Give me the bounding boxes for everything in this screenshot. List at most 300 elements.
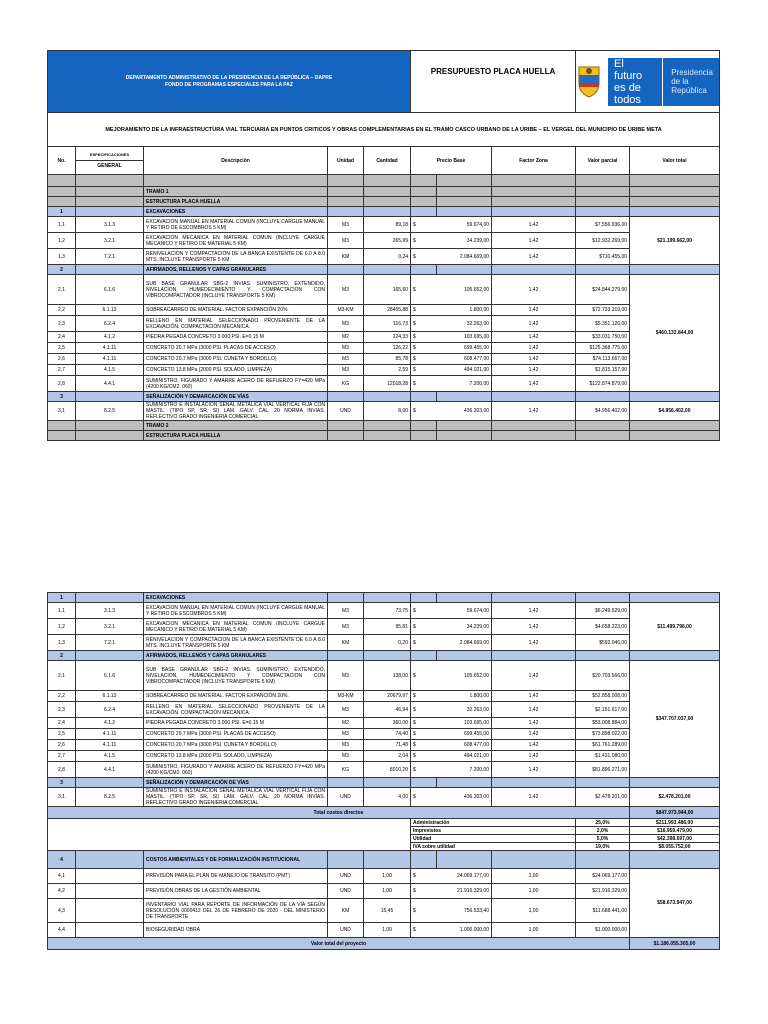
- item-partial: $12.932.269,00: [576, 233, 630, 249]
- section-header-blank: [437, 593, 492, 603]
- tramo-subtitle-blank: [411, 431, 437, 441]
- tramo-subtitle-label: ESTRUCTURA PLACA HUELLA: [144, 197, 328, 207]
- item-unit: M3: [328, 343, 364, 354]
- section-header-blank: [364, 651, 411, 661]
- item-description: PIEDRA PEGADA CONCRETO 3.000 PSI. E=0.15 M: [144, 718, 328, 729]
- item-price: 103.695,00: [437, 332, 492, 343]
- item-quantity: 20679,97: [364, 691, 411, 702]
- section-header-label: EXCAVACIONES: [144, 207, 328, 217]
- item-quantity: 71,48: [364, 740, 411, 751]
- item-number: 2,4: [48, 718, 76, 729]
- item-description: BIOSEGURIDAD OBRA: [144, 923, 328, 938]
- item-price: 756.533,40: [437, 899, 492, 923]
- section-total: $11.499.796,00: [630, 603, 720, 651]
- item-price: 34.239,00: [437, 619, 492, 635]
- item-partial: $61.761.289,00: [576, 740, 630, 751]
- col-spec-line2: GENERAL: [76, 160, 143, 169]
- tramo-label-blank: [364, 421, 411, 431]
- item-description: CONCRETO 20.7 MPa (3000 PSI. CUNETA Y BORDILLO): [144, 354, 328, 365]
- item-unit: UND: [328, 923, 364, 938]
- item-partial: $74.113.667,00: [576, 354, 630, 365]
- item-description: CONCRETO 20.7 MPa (3000 PSI. PLACAS DE ACCESO): [144, 729, 328, 740]
- tramo-label: [48, 187, 720, 197]
- item-spec: [76, 923, 144, 938]
- item-number: 2,2: [48, 691, 76, 702]
- col-total: Valor total: [630, 147, 720, 175]
- item-number: 2,8: [48, 376, 76, 392]
- tramo-subtitle: [48, 431, 720, 441]
- section-header-no: 3: [48, 778, 76, 788]
- item-spec: 4.1.11: [76, 740, 144, 751]
- section-header-label: SEÑALIZACIÓN Y DEMARCACIÓN DE VÍAS: [144, 778, 328, 788]
- section-header-blank: [411, 392, 437, 402]
- item-number: 2,8: [48, 762, 76, 778]
- item-quantity: 46,94: [364, 702, 411, 718]
- tramo-label-blank: [576, 421, 630, 431]
- item-unit: UND: [328, 884, 364, 899]
- document-title: PRESUPUESTO PLACA HUELLA: [411, 51, 576, 113]
- section-header-blank: [630, 265, 720, 275]
- item-spec: [76, 899, 144, 923]
- item-factor: 1,00: [492, 884, 576, 899]
- item-partial: $24.844.279,00: [576, 275, 630, 305]
- item-factor: 1,42: [492, 788, 576, 807]
- item-partial: $33.031.750,00: [576, 332, 630, 343]
- section-header-blank: [364, 207, 411, 217]
- table-row: [48, 365, 720, 376]
- item-spec: 6.1.6: [76, 275, 144, 305]
- item-spec: 8.2.5: [76, 402, 144, 421]
- tramo-subtitle-blank: [492, 197, 576, 207]
- aiu-percent: 25,0%: [576, 819, 630, 827]
- item-factor: 1,42: [492, 249, 576, 265]
- item-factor: 1,00: [492, 869, 576, 884]
- tramo-subtitle: [48, 197, 720, 207]
- item-partial: $592.046,00: [576, 635, 630, 651]
- item-number: 2,6: [48, 740, 76, 751]
- item-factor: 1,42: [492, 354, 576, 365]
- item-factor: 1,42: [492, 217, 576, 233]
- section-header-blank: [411, 651, 437, 661]
- col-price: Precio Base: [411, 147, 492, 175]
- item-description: EXCAVACION MECANICA EN MATERIAL COMUN (INCLUYE CARGUE MECANICO Y RETIRO DE MATERIAL 5 KM): [144, 233, 328, 249]
- item-spec: 4.1.11: [76, 729, 144, 740]
- section-header-spec: [76, 778, 144, 788]
- item-description: RENIVELACION Y COMPACTACION DE LA BANCA EXISTENTE DE 6.0 A 8.0 MTS. INCLUYE TRANSPORTE 5 KM: [144, 249, 328, 265]
- section-header-blank: [630, 392, 720, 402]
- item-unit: KM: [328, 249, 364, 265]
- item-number: 2,3: [48, 702, 76, 718]
- tramo-label-blank: [364, 187, 411, 197]
- item-unit: M3: [328, 316, 364, 332]
- currency-symbol: $: [411, 249, 437, 265]
- item-unit: M3: [328, 275, 364, 305]
- item-spec: 4.1.11: [76, 354, 144, 365]
- section-header: [48, 593, 720, 603]
- item-description: SUMINISTRO, FIGURADO Y AMARRE ACERO DE REFUERZO FY=420 MPa (4200 KG/CM2. 060): [144, 762, 328, 778]
- item-unit: UND: [328, 788, 364, 807]
- section-header-blank: [364, 778, 411, 788]
- currency-symbol: $: [411, 603, 437, 619]
- item-number: 1,2: [48, 619, 76, 635]
- item-number: 4,2: [48, 884, 76, 899]
- spacer-row-blank: [630, 175, 720, 187]
- item-number: 2,2: [48, 305, 76, 316]
- item-spec: [76, 884, 144, 899]
- item-partial: $11.688.441,00: [576, 899, 630, 923]
- currency-symbol: $: [411, 869, 437, 884]
- item-description: CONCRETO 20.7 MPa (3000 PSI. PLACAS DE ACCESO): [144, 343, 328, 354]
- item-number: 1,1: [48, 603, 76, 619]
- currency-symbol: $: [411, 899, 437, 923]
- tramo-label: [48, 421, 720, 431]
- section-header-blank: [437, 265, 492, 275]
- item-spec: 4.1.2: [76, 718, 144, 729]
- section-header-blank: [364, 593, 411, 603]
- table-row: [48, 788, 720, 807]
- item-price: 24.069.177,00: [437, 869, 492, 884]
- table-row: [48, 702, 720, 718]
- section-label: COSTOS AMBIENTALES Y DE FORMALIZACIÓN INSTITUCIONAL: [144, 851, 328, 869]
- item-spec: 3.2.1: [76, 233, 144, 249]
- item-unit: M3: [328, 729, 364, 740]
- table-row: [48, 740, 720, 751]
- tramo-subtitle-blank: [328, 197, 364, 207]
- item-factor: 1,42: [492, 275, 576, 305]
- section-header-blank: [630, 593, 720, 603]
- table-row: [48, 233, 720, 249]
- section-header-blank: [328, 593, 364, 603]
- item-price: 105.652,00: [437, 661, 492, 691]
- section-header: [48, 265, 720, 275]
- spacer-row-no: [48, 175, 76, 187]
- item-quantity: 1,00: [364, 884, 411, 899]
- currency-symbol: $: [411, 275, 437, 305]
- item-spec: 3.1.3: [76, 217, 144, 233]
- item-description: PIEDRA PEGADA CONCRETO 3.000 PSI. E=0.15 M: [144, 332, 328, 343]
- section-total: $347.707.037,00: [630, 661, 720, 778]
- section-header-blank: [630, 651, 720, 661]
- section-total: $2.478.201,00: [630, 788, 720, 807]
- item-unit: M2: [328, 332, 364, 343]
- section-header-label: EXCAVACIONES: [144, 593, 328, 603]
- section-header-blank: [411, 265, 437, 275]
- tramo-label-blank: [411, 421, 437, 431]
- item-partial: $72.733.219,00: [576, 305, 630, 316]
- section-header-blank: [492, 651, 576, 661]
- section-header-blank: [630, 207, 720, 217]
- item-description: EXCAVACION MANUAL EN MATERIAL COMUN (INCLUYE CARGUE MANUAL Y RETIRO DE ESCOMBROS 5 KM): [144, 217, 328, 233]
- item-number: 2,4: [48, 332, 76, 343]
- section-header-no: 1: [48, 593, 76, 603]
- item-price: 608.477,00: [437, 740, 492, 751]
- table-row: [48, 217, 720, 233]
- section-header-no: 2: [48, 265, 76, 275]
- item-spec: 7.2.1: [76, 635, 144, 651]
- currency-symbol: $: [411, 635, 437, 651]
- item-factor: 1,00: [492, 899, 576, 923]
- section-total: $21.199.662,00: [630, 217, 720, 265]
- currency-symbol: $: [411, 343, 437, 354]
- section-header-blank: [492, 207, 576, 217]
- item-description: RENIVELACION Y COMPACTACION DE LA BANCA EXISTENTE DE 6.0 A 8.0 MTS. INCLUYE TRANSPORTE 5 KM: [144, 635, 328, 651]
- currency-symbol: $: [411, 354, 437, 365]
- section-header-blank: [437, 651, 492, 661]
- item-partial: $20.703.566,00: [576, 661, 630, 691]
- currency-symbol: $: [411, 217, 437, 233]
- item-description: SOBREACARREO DE MATERIAL. FACTOR EXPANCIÓN 20%.: [144, 305, 328, 316]
- table-row: [48, 661, 720, 691]
- item-quantity: 224,33: [364, 332, 411, 343]
- item-partial: $73.898.022,00: [576, 729, 630, 740]
- item-spec: 3.2.1: [76, 619, 144, 635]
- tramo-label-label: TRAMO 2: [144, 421, 328, 431]
- item-partial: $4.956.402,00: [576, 402, 630, 421]
- spacer-row-blank: [411, 175, 437, 187]
- item-number: 4,3: [48, 899, 76, 923]
- tramo-label-blank: [437, 187, 492, 197]
- section-header-spec: [76, 392, 144, 402]
- item-factor: 1,42: [492, 343, 576, 354]
- item-spec: 4.1.2: [76, 332, 144, 343]
- tramo-subtitle-no: [48, 431, 76, 441]
- currency-symbol: $: [411, 619, 437, 635]
- item-quantity: 4,00: [364, 788, 411, 807]
- item-description: SUMINISTRO E INSTALACIÓN SEÑAL METALICA VIAL VERTICAL FIJA CON MASTIL. (TIPO SP, SR, SI) LAM. GALV. CAL. 20 NORMA INVIAS. REFLECTIVO GRADO INGENIERIA COMERCIAL: [144, 402, 328, 421]
- table-row: [48, 316, 720, 332]
- item-partial: $1.431.080,00: [576, 751, 630, 762]
- item-number: 1,3: [48, 249, 76, 265]
- item-quantity: 116,73: [364, 316, 411, 332]
- section-blank: [492, 851, 576, 869]
- item-number: 1,3: [48, 635, 76, 651]
- tramo-label-spec: [76, 421, 144, 431]
- currency-symbol: $: [411, 762, 437, 778]
- item-quantity: 0,20: [364, 635, 411, 651]
- tramo-subtitle-spec: [76, 197, 144, 207]
- item-price: 2.084.669,00: [437, 249, 492, 265]
- item-factor: 1,42: [492, 740, 576, 751]
- section-header-blank: [411, 207, 437, 217]
- grand-total-row: [48, 938, 720, 950]
- item-price: 494.021,00: [437, 365, 492, 376]
- section-header-label: AFIRMADOS, RELLENOS Y CAPAS GRANULARES: [144, 265, 328, 275]
- table-row: [48, 751, 720, 762]
- item-spec: 4.1.5: [76, 365, 144, 376]
- item-unit: M3: [328, 233, 364, 249]
- item-spec: 4.4.1: [76, 376, 144, 392]
- item-factor: 1,42: [492, 316, 576, 332]
- item-price: 494.021,00: [437, 751, 492, 762]
- table-row: [48, 762, 720, 778]
- col-qty: Cantidad: [364, 147, 411, 175]
- logo-main-line-1: El futuro: [614, 57, 643, 82]
- section-header-blank: [328, 265, 364, 275]
- item-description: SOBREACARREO DE MATERIAL. FACTOR EXPANCIÓN 20%.: [144, 691, 328, 702]
- item-unit: KG: [328, 762, 364, 778]
- item-spec: 3.1.3: [76, 603, 144, 619]
- item-partial: $81.896.271,00: [576, 762, 630, 778]
- table-row: [48, 402, 720, 421]
- section-header-blank: [364, 265, 411, 275]
- aiu-value: $8.055.752,00: [630, 843, 720, 851]
- item-partial: $2.478.201,00: [576, 788, 630, 807]
- item-number: 4,1: [48, 869, 76, 884]
- section-header-label: SEÑALIZACIÓN Y DEMARCACIÓN DE VÍAS: [144, 392, 328, 402]
- aiu-value: $211.993.486,00: [630, 819, 720, 827]
- currency-symbol: $: [411, 923, 437, 938]
- section-blank: [630, 851, 720, 869]
- item-description: PREVISIÓN PARA EL PLAN DE MANEJO DE TRANSITO (PMT): [144, 869, 328, 884]
- section-header-blank: [630, 778, 720, 788]
- tramo-label-no: [48, 187, 76, 197]
- item-description: PREVISIÓN OBRAS DE LA GESTIÓN AMBIENTAL: [144, 884, 328, 899]
- section-header-blank: [411, 593, 437, 603]
- tramo-subtitle-blank: [630, 431, 720, 441]
- currency-symbol: $: [411, 788, 437, 807]
- spacer-row-blank: [437, 175, 492, 187]
- item-spec: 6.2.4: [76, 702, 144, 718]
- section-header-blank: [576, 207, 630, 217]
- section-header: [48, 392, 720, 402]
- aiu-percent: 19,0%: [576, 843, 630, 851]
- item-price: 32.263,00: [437, 702, 492, 718]
- item-price: 32.263,00: [437, 316, 492, 332]
- item-price: 7.200,00: [437, 376, 492, 392]
- section-header-blank: [492, 392, 576, 402]
- section-header-spec: [76, 207, 144, 217]
- currency-symbol: $: [411, 691, 437, 702]
- section-header: [48, 207, 720, 217]
- item-description: EXCAVACION MANUAL EN MATERIAL COMUN (INCLUYE CARGUE MANUAL Y RETIRO DE ESCOMBROS 5 KM): [144, 603, 328, 619]
- item-unit: UND: [328, 869, 364, 884]
- coat-of-arms-icon: [576, 65, 602, 99]
- section-header-blank: [576, 651, 630, 661]
- item-partial: $24.069.177,00: [576, 869, 630, 884]
- item-description: SUB BASE GRANULAR SBG-2 INVIAS. SUMINISTRO, EXTENDIDO, NIVELACION, HUMEDECIMIENTO Y COMPACTACION CON VIBROCOMPACTADOR (INCLUYE TRANSPORTE 5 KM): [144, 661, 328, 691]
- currency-symbol: $: [411, 884, 437, 899]
- section-header: [48, 851, 720, 869]
- col-no: No.: [48, 147, 76, 175]
- aiu-label: Utilidad: [411, 835, 576, 843]
- aiu-row: [48, 819, 720, 827]
- item-unit: M3: [328, 354, 364, 365]
- item-quantity: 0,24: [364, 249, 411, 265]
- tramo-subtitle-label: ESTRUCTURA PLACA HUELLA: [144, 431, 328, 441]
- direct-costs-value: $847.973.944,00: [630, 807, 720, 819]
- section-blank: [364, 851, 411, 869]
- item-factor: 1,42: [492, 691, 576, 702]
- item-factor: 1,42: [492, 718, 576, 729]
- section-header-blank: [411, 778, 437, 788]
- item-partial: $5.351.126,00: [576, 316, 630, 332]
- item-quantity: 2,04: [364, 751, 411, 762]
- item-price: 105.652,00: [437, 275, 492, 305]
- item-unit: M3: [328, 751, 364, 762]
- aiu-value: $16.959.479,00: [630, 827, 720, 835]
- table-row: [48, 729, 720, 740]
- item-partial: $1.815.157,00: [576, 365, 630, 376]
- grand-total-label: Valor total del proyecto: [48, 938, 630, 950]
- table-row: [48, 275, 720, 305]
- item-number: 2,6: [48, 354, 76, 365]
- item-spec: 6.1.6: [76, 661, 144, 691]
- item-unit: M3: [328, 702, 364, 718]
- spacer-row: [48, 175, 720, 187]
- tramo-label-blank: [328, 187, 364, 197]
- item-factor: 1,42: [492, 635, 576, 651]
- item-spec: 4.4.1: [76, 762, 144, 778]
- item-price: 436.303,00: [437, 402, 492, 421]
- section-header-no: 1: [48, 207, 76, 217]
- item-unit: M3-KM: [328, 305, 364, 316]
- section-header-blank: [576, 392, 630, 402]
- section-blank: [411, 851, 437, 869]
- section-header-blank: [328, 207, 364, 217]
- currency-symbol: $: [411, 316, 437, 332]
- entity-header: [48, 51, 411, 113]
- item-number: 2,7: [48, 365, 76, 376]
- item-factor: 1,42: [492, 365, 576, 376]
- spacer-row-blank: [576, 175, 630, 187]
- item-partial: $4.658.223,00: [576, 619, 630, 635]
- tramo-label-blank: [630, 421, 720, 431]
- section-spec: [76, 851, 144, 869]
- table-row: [48, 603, 720, 619]
- currency-symbol: $: [411, 233, 437, 249]
- item-partial: $53.008.884,00: [576, 718, 630, 729]
- item-factor: 1,42: [492, 702, 576, 718]
- item-number: 2,3: [48, 316, 76, 332]
- item-unit: KM: [328, 899, 364, 923]
- item-number: 1,2: [48, 233, 76, 249]
- item-partial: $710.455,00: [576, 249, 630, 265]
- budget-table-page1: [47, 50, 720, 441]
- item-quantity: 1,00: [364, 923, 411, 938]
- tramo-label-blank: [411, 187, 437, 197]
- table-row: [48, 376, 720, 392]
- item-unit: M3: [328, 740, 364, 751]
- currency-symbol: $: [411, 402, 437, 421]
- item-number: 3,1: [48, 402, 76, 421]
- tramo-label-blank: [492, 187, 576, 197]
- item-partial: $2.151.617,00: [576, 702, 630, 718]
- item-quantity: 74,40: [364, 729, 411, 740]
- tramo-label-blank: [576, 187, 630, 197]
- item-partial: $21.916.329,00: [576, 884, 630, 899]
- item-factor: 1,42: [492, 233, 576, 249]
- tramo-label-label: TRAMO 1: [144, 187, 328, 197]
- item-description: CONCRETO 13.8 MPa (2000 PSI. SOLADO, LIMPIEZA): [144, 365, 328, 376]
- table-row: [48, 343, 720, 354]
- section-header-blank: [576, 265, 630, 275]
- item-description: RELLENO EN MATERIAL SELECCIONADO PROVENIENTE DE LA EXCAVACIÓN. COMPACTACIÓN MECANICA.: [144, 316, 328, 332]
- item-spec: 7.2.1: [76, 249, 144, 265]
- section-total: $460.132.844,00: [630, 275, 720, 392]
- item-description: CONCRETO 13.8 MPa (2000 PSI. SOLADO, LIMPIEZA): [144, 751, 328, 762]
- item-description: SUMINISTRO E INSTALACIÓN SEÑAL METALICA VIAL VERTICAL FIJA CON MASTIL. (TIPO SP, SR, SI) LAM. GALV. CAL. 20 NORMA INVIAS. REFLECTIVO GRADO INGENIERIA COMERCIAL: [144, 788, 328, 807]
- table-row: [48, 884, 720, 899]
- logo-sub-line-1: Presidencia: [671, 68, 714, 77]
- government-logo: [576, 51, 720, 113]
- col-factor: Factor Zona: [492, 147, 576, 175]
- table-row: [48, 332, 720, 343]
- item-factor: 1,42: [492, 305, 576, 316]
- item-factor: 1,42: [492, 762, 576, 778]
- tramo-subtitle-blank: [411, 197, 437, 207]
- item-quantity: 28455,88: [364, 305, 411, 316]
- section-header: [48, 778, 720, 788]
